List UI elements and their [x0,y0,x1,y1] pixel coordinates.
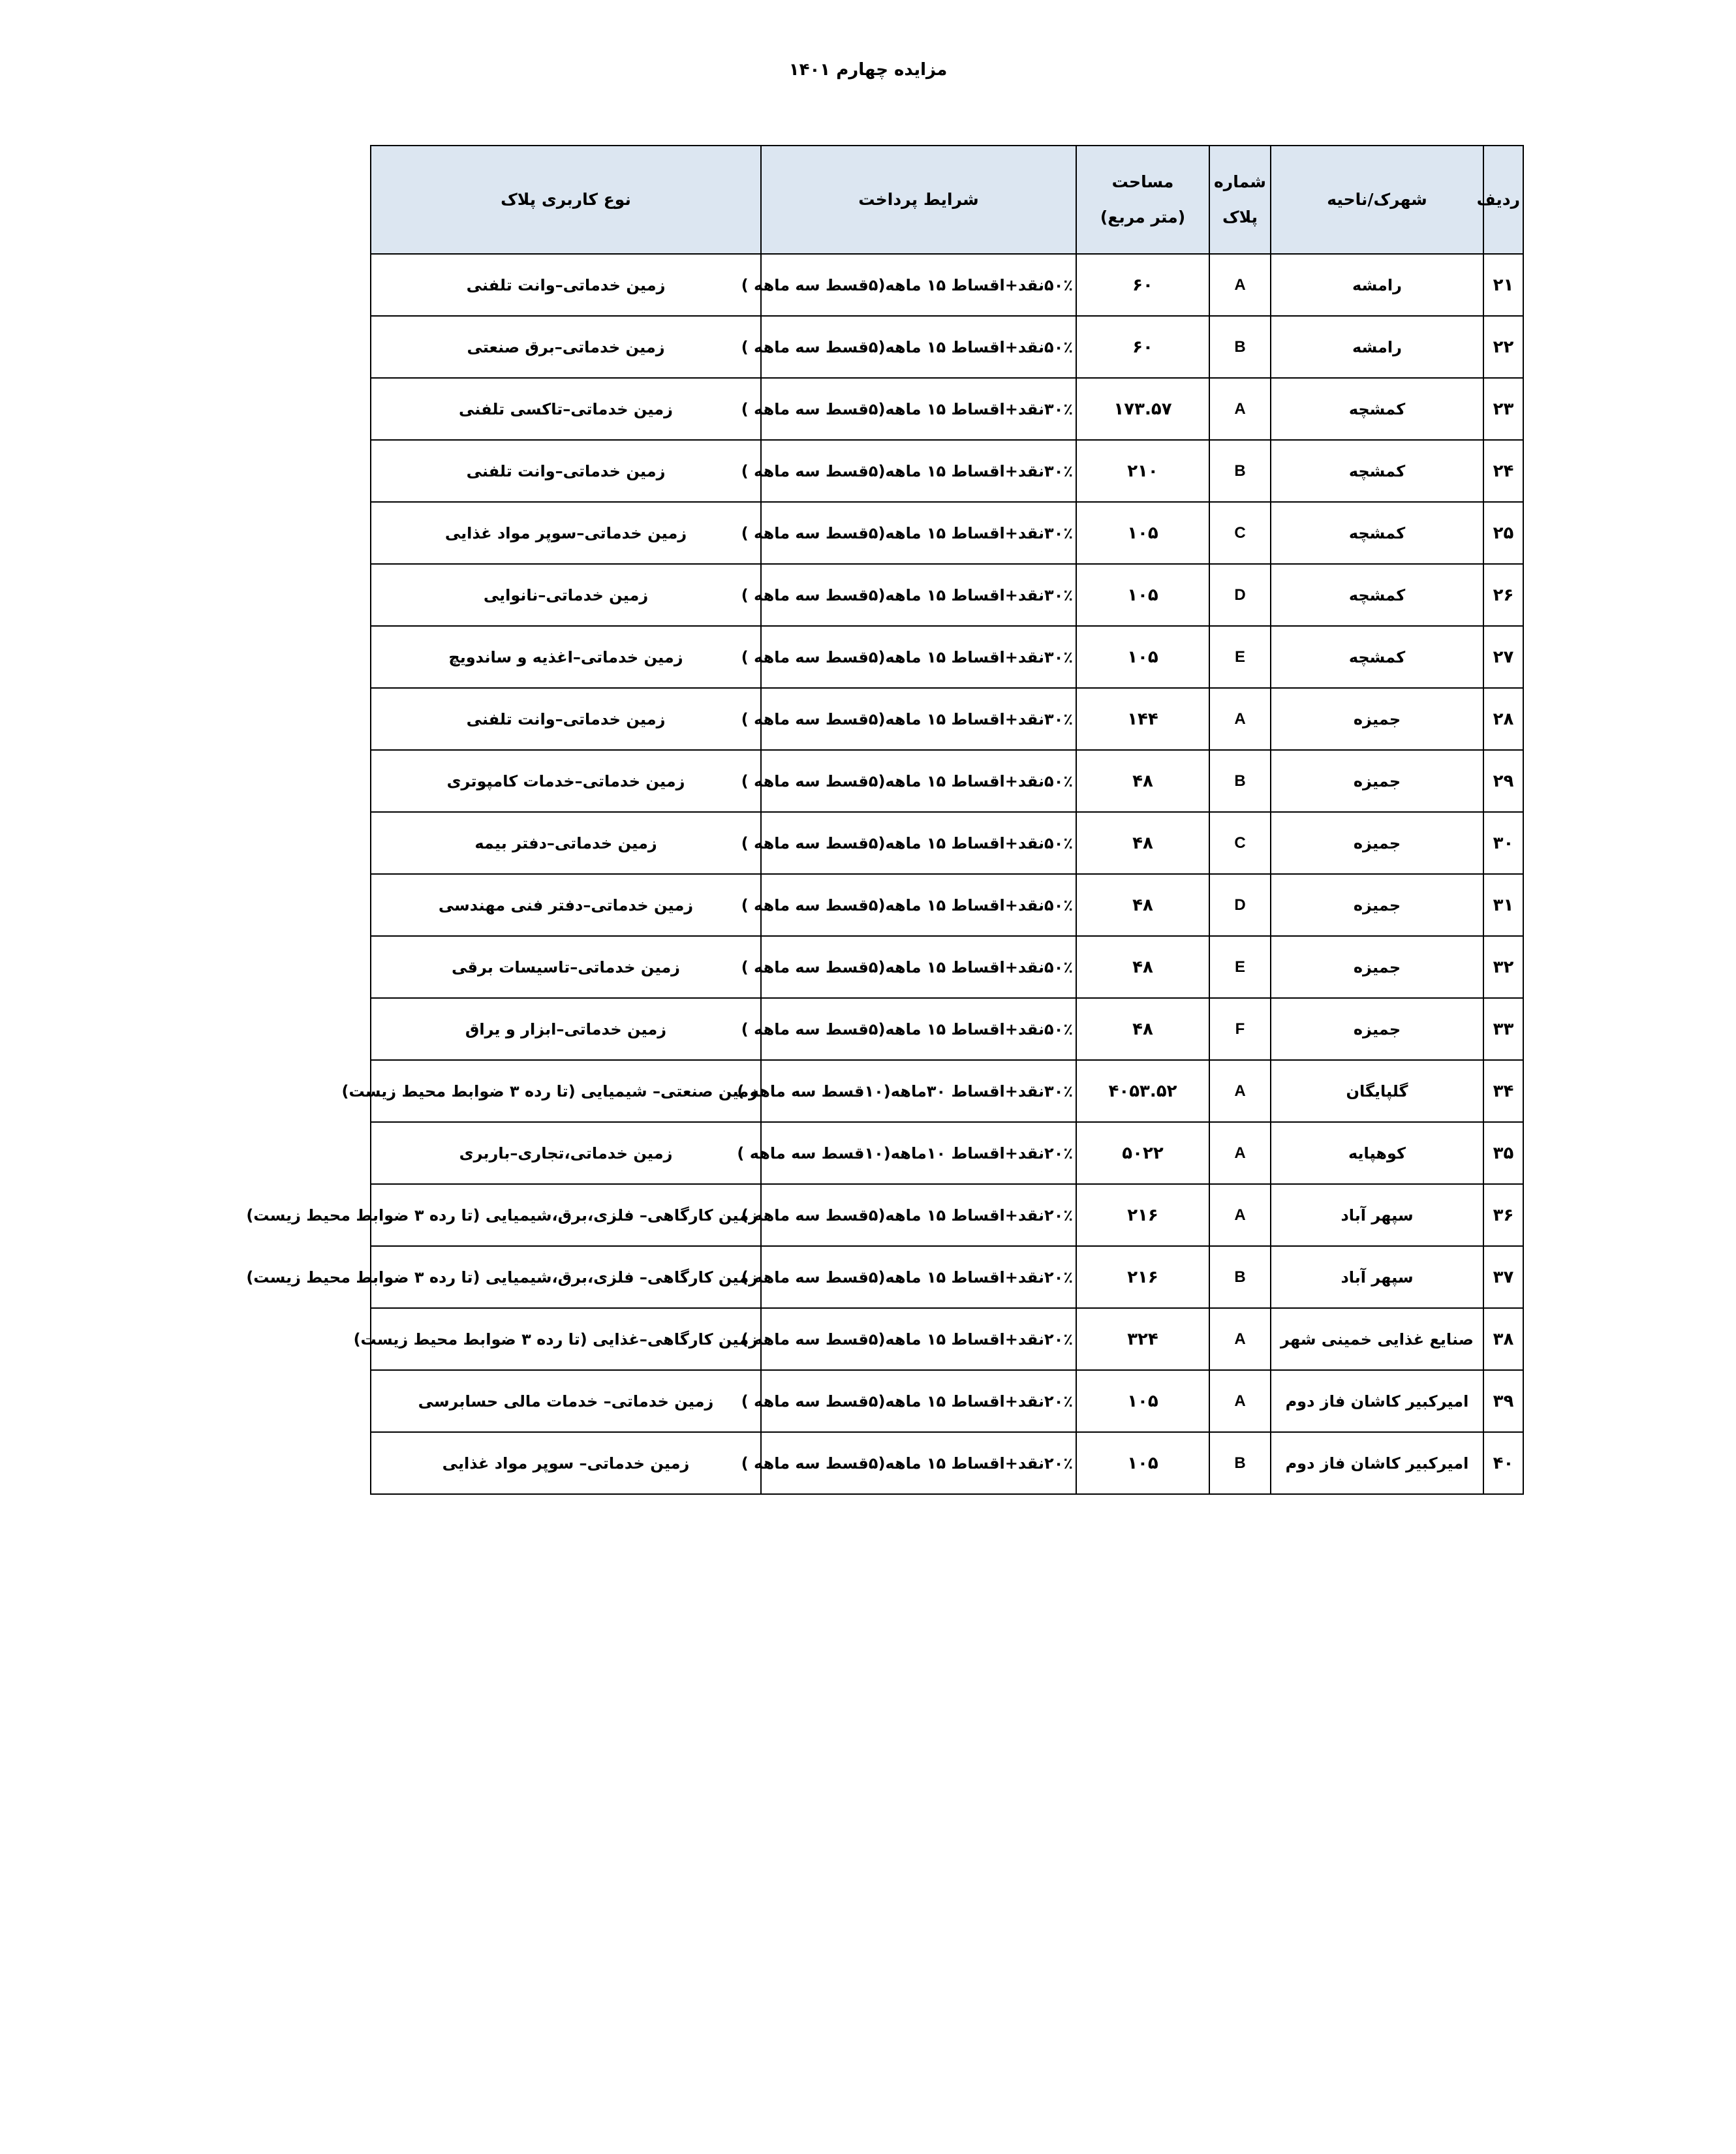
payment-cell: ۳۰٪نقد+اقساط ۱۵ ماهه(۵قسط سه ماهه ) [761,564,1076,626]
table-header-row [371,146,1523,254]
header-plate-usage: نوع کاربری پلاک [371,146,761,254]
usage-cell: زمین خدماتی–وانت تلفنی [371,254,761,316]
table-row [371,1184,1523,1246]
payment-cell: ۳۰٪نقد+اقساط ۱۵ ماهه(۵قسط سه ماهه ) [761,378,1076,440]
town-cell: سپهر آباد [1271,1246,1483,1308]
area-cell: ۴۸ [1076,750,1209,812]
row-number-cell: ۳۱ [1483,874,1523,936]
plate-cell: A [1209,1122,1271,1184]
town-cell: امیرکبیر کاشان فاز دوم [1271,1370,1483,1432]
plate-cell: C [1209,502,1271,564]
payment-cell: ۲۰٪نقد+اقساط ۱۵ ماهه(۵قسط سه ماهه ) [761,1432,1076,1494]
town-cell: جمیزه [1271,812,1483,874]
table-row [371,688,1523,750]
plate-cell: D [1209,874,1271,936]
area-cell: ۲۱۰ [1076,440,1209,502]
usage-cell: زمین خدماتی–وانت تلفنی [371,440,761,502]
payment-cell: ۲۰٪نقد+اقساط ۱۵ ماهه(۵قسط سه ماهه ) [761,1246,1076,1308]
table-row [371,502,1523,564]
table-row [371,564,1523,626]
town-cell: جمیزه [1271,750,1483,812]
area-cell: ۱۰۵ [1076,1370,1209,1432]
table-row [371,1060,1523,1122]
header-plate-number [1209,146,1271,254]
header-plate-line2: پلاک [1222,208,1258,226]
table-row [371,1370,1523,1432]
row-number-cell: ۲۲ [1483,316,1523,378]
area-cell: ۳۲۴ [1076,1308,1209,1370]
row-number-cell: ۲۶ [1483,564,1523,626]
table-row [371,812,1523,874]
area-cell: ۱۰۵ [1076,564,1209,626]
town-cell: جمیزه [1271,874,1483,936]
plate-cell: B [1209,440,1271,502]
payment-cell: ۲۰٪نقد+اقساط ۱۵ ماهه(۵قسط سه ماهه ) [761,1370,1076,1432]
table-row [371,1246,1523,1308]
table-row [371,626,1523,688]
area-cell: ۲۱۶ [1076,1246,1209,1308]
usage-cell: زمین خدماتی–وانت تلفنی [371,688,761,750]
area-cell: ۵۰۲۲ [1076,1122,1209,1184]
town-cell: کمشچه [1271,626,1483,688]
plate-cell: E [1209,626,1271,688]
table-row [371,750,1523,812]
plate-cell: B [1209,316,1271,378]
town-cell: کمشچه [1271,564,1483,626]
plate-cell: A [1209,1308,1271,1370]
area-cell: ۱۴۴ [1076,688,1209,750]
area-cell: ۴۸ [1076,874,1209,936]
row-number-cell: ۳۰ [1483,812,1523,874]
plate-cell: B [1209,1246,1271,1308]
plate-cell: C [1209,812,1271,874]
table-row [371,998,1523,1060]
table-row [371,316,1523,378]
usage-cell: زمین خدماتی–برق صنعتی [371,316,761,378]
town-cell: کمشچه [1271,440,1483,502]
town-cell: کمشچه [1271,378,1483,440]
header-area-line2: (متر مربع) [1100,208,1186,226]
town-cell: رامشه [1271,316,1483,378]
row-number-cell: ۲۳ [1483,378,1523,440]
town-cell: صنایع غذایی خمینی شهر [1271,1308,1483,1370]
payment-cell: ۵۰٪نقد+اقساط ۱۵ ماهه(۵قسط سه ماهه ) [761,750,1076,812]
header-town: شهرک/ناحیه [1271,146,1483,254]
usage-cell: زمین صنعتی– شیمیایی (تا رده ۳ ضوابط محیط زیست) [371,1060,761,1122]
row-number-cell: ۳۸ [1483,1308,1523,1370]
row-number-cell: ۲۴ [1483,440,1523,502]
usage-cell: زمین خدماتی–تاکسی تلفنی [371,378,761,440]
header-row-number: ردیف [1483,146,1523,254]
table-row [371,440,1523,502]
payment-cell: ۵۰٪نقد+اقساط ۱۵ ماهه(۵قسط سه ماهه ) [761,874,1076,936]
usage-cell: زمین خدماتی–نانوایی [371,564,761,626]
plate-cell: F [1209,998,1271,1060]
table-row [371,1432,1523,1494]
row-number-cell: ۳۴ [1483,1060,1523,1122]
town-cell: جمیزه [1271,688,1483,750]
usage-cell: زمین خدماتی–خدمات کامپوتری [371,750,761,812]
area-cell: ۴۰۵۳.۵۲ [1076,1060,1209,1122]
payment-cell: ۵۰٪نقد+اقساط ۱۵ ماهه(۵قسط سه ماهه ) [761,998,1076,1060]
header-area-line1: مساحت [1111,172,1174,191]
town-cell: جمیزه [1271,998,1483,1060]
town-cell: کمشچه [1271,502,1483,564]
usage-cell: زمین خدماتی–سوپر مواد غذایی [371,502,761,564]
row-number-cell: ۲۵ [1483,502,1523,564]
row-number-cell: ۳۹ [1483,1370,1523,1432]
town-cell: جمیزه [1271,936,1483,998]
row-number-cell: ۳۷ [1483,1246,1523,1308]
town-cell: گلپایگان [1271,1060,1483,1122]
area-cell: ۲۱۶ [1076,1184,1209,1246]
plate-cell: A [1209,1060,1271,1122]
payment-cell: ۲۰٪نقد+اقساط ۱۵ ماهه(۵قسط سه ماهه ) [761,1184,1076,1246]
plate-cell: D [1209,564,1271,626]
payment-cell: ۵۰٪نقد+اقساط ۱۵ ماهه(۵قسط سه ماهه ) [761,812,1076,874]
header-area [1076,146,1209,254]
table-row [371,1308,1523,1370]
row-number-cell: ۲۹ [1483,750,1523,812]
payment-cell: ۵۰٪نقد+اقساط ۱۵ ماهه(۵قسط سه ماهه ) [761,936,1076,998]
usage-cell: زمین خدماتی– سوپر مواد غذایی [371,1432,761,1494]
usage-cell: زمین خدماتی،تجاری–باربری [371,1122,761,1184]
header-plate-line1: شماره [1214,172,1266,191]
area-cell: ۶۰ [1076,254,1209,316]
payment-cell: ۳۰٪نقد+اقساط ۳۰ماهه(۱۰قسط سه ماهه ) [761,1060,1076,1122]
area-cell: ۱۰۵ [1076,502,1209,564]
town-cell: رامشه [1271,254,1483,316]
plate-cell: A [1209,254,1271,316]
payment-cell: ۲۰٪نقد+اقساط ۱۵ ماهه(۵قسط سه ماهه ) [761,1308,1076,1370]
area-cell: ۱۷۳.۵۷ [1076,378,1209,440]
area-cell: ۱۰۵ [1076,1432,1209,1494]
plate-cell: B [1209,1432,1271,1494]
row-number-cell: ۳۵ [1483,1122,1523,1184]
plate-cell: B [1209,750,1271,812]
usage-cell: زمین کارگاهی– فلزی،برق،شیمیایی (تا رده ۳ ضوابط محیط زیست) [371,1184,761,1246]
area-cell: ۶۰ [1076,316,1209,378]
usage-cell: زمین کارگاهی–غذایی (تا رده ۳ ضوابط محیط زیست) [371,1308,761,1370]
usage-cell: زمین کارگاهی– فلزی،برق،شیمیایی (تا رده ۳ ضوابط محیط زیست) [371,1246,761,1308]
plate-cell: A [1209,688,1271,750]
usage-cell: زمین خدماتی– خدمات مالی حسابرسی [371,1370,761,1432]
town-cell: کوهپایه [1271,1122,1483,1184]
payment-cell: ۳۰٪نقد+اقساط ۱۵ ماهه(۵قسط سه ماهه ) [761,502,1076,564]
town-cell: سپهر آباد [1271,1184,1483,1246]
area-cell: ۴۸ [1076,936,1209,998]
usage-cell: زمین خدماتی–دفتر فنی مهندسی [371,874,761,936]
plate-cell: A [1209,1370,1271,1432]
row-number-cell: ۳۲ [1483,936,1523,998]
row-number-cell: ۴۰ [1483,1432,1523,1494]
payment-cell: ۵۰٪نقد+اقساط ۱۵ ماهه(۵قسط سه ماهه ) [761,316,1076,378]
row-number-cell: ۳۶ [1483,1184,1523,1246]
table-row [371,378,1523,440]
payment-cell: ۳۰٪نقد+اقساط ۱۵ ماهه(۵قسط سه ماهه ) [761,688,1076,750]
usage-cell: زمین خدماتی–دفتر بیمه [371,812,761,874]
area-cell: ۱۰۵ [1076,626,1209,688]
table-row [371,254,1523,316]
page-title: مزایده چهارم ۱۴۰۱ [788,60,948,80]
plate-cell: E [1209,936,1271,998]
table-row [371,874,1523,936]
payment-cell: ۲۰٪نقد+اقساط ۱۰ماهه(۱۰قسط سه ماهه ) [761,1122,1076,1184]
row-number-cell: ۲۸ [1483,688,1523,750]
area-cell: ۴۸ [1076,812,1209,874]
plate-cell: A [1209,378,1271,440]
payment-cell: ۳۰٪نقد+اقساط ۱۵ ماهه(۵قسط سه ماهه ) [761,440,1076,502]
plate-cell: A [1209,1184,1271,1246]
usage-cell: زمین خدماتی–تاسیسات برقی [371,936,761,998]
town-cell: امیرکبیر کاشان فاز دوم [1271,1432,1483,1494]
header-payment-terms: شرایط پرداخت [761,146,1076,254]
table-row [371,936,1523,998]
payment-cell: ۳۰٪نقد+اقساط ۱۵ ماهه(۵قسط سه ماهه ) [761,626,1076,688]
payment-cell: ۵۰٪نقد+اقساط ۱۵ ماهه(۵قسط سه ماهه ) [761,254,1076,316]
area-cell: ۴۸ [1076,998,1209,1060]
table-row [371,1122,1523,1184]
row-number-cell: ۲۷ [1483,626,1523,688]
usage-cell: زمین خدماتی–ابزار و یراق [371,998,761,1060]
row-number-cell: ۲۱ [1483,254,1523,316]
row-number-cell: ۳۳ [1483,998,1523,1060]
auction-table [246,145,1524,1495]
usage-cell: زمین خدماتی–اغذیه و ساندویچ [371,626,761,688]
